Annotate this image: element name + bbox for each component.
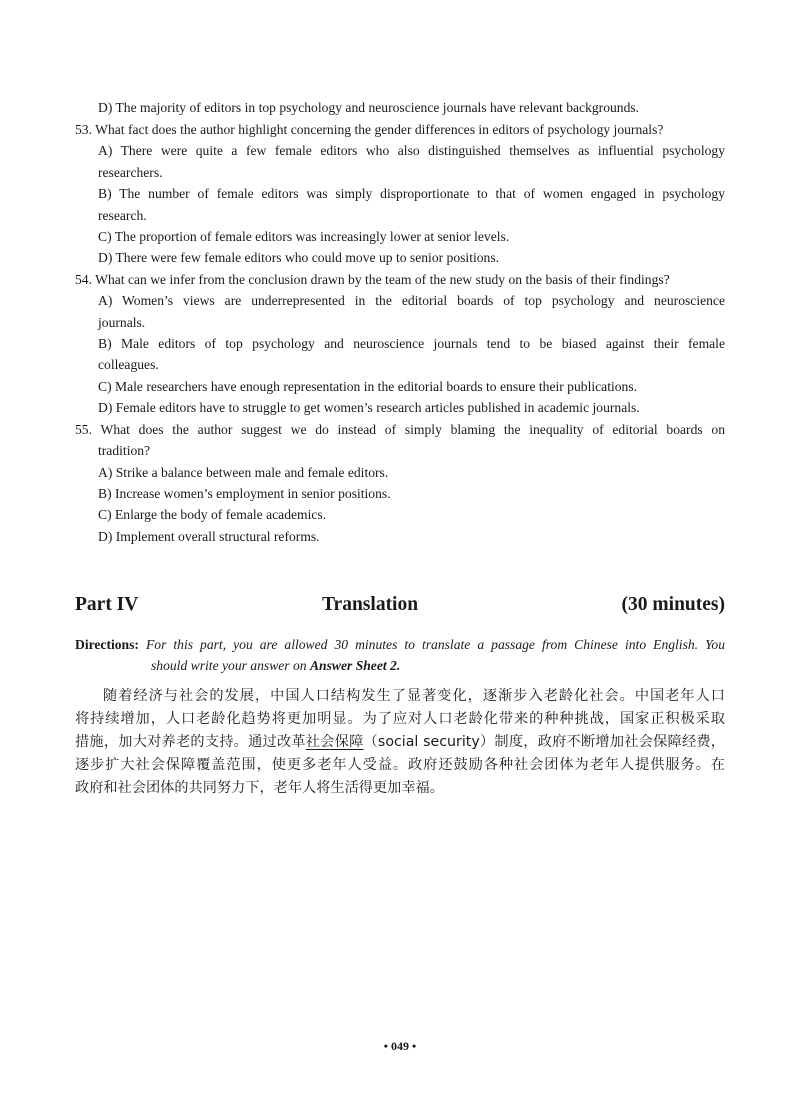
answer-sheet-ref: Answer Sheet 2: [309, 658, 397, 673]
q53-option-d: D) There were few female editors who could move up to senior positions.: [98, 250, 500, 265]
directions-period: .: [396, 658, 401, 673]
q53-option-c: C) The proportion of female editors was increasingly lower at senior levels.: [98, 229, 510, 244]
q53-option-a-cont: researchers.: [98, 165, 163, 180]
passage-line-3c: （social security）制度，政府不断增加社会保障经费，: [363, 734, 725, 750]
passage-line-2: 将持续增加，人口老龄化趋势将更加明显。为了应对人口老龄化带来的种种挑战，国家正积极采取: [75, 711, 725, 727]
directions-text-2: should write your answer on: [151, 658, 310, 673]
q55-option-d: D) Implement overall structural reforms.: [98, 529, 320, 544]
passage-line-4: 逐步扩大社会保障覆盖范围，使更多老年人受益。政府还鼓励各种社会团体为老年人提供服务。在: [75, 757, 725, 773]
q54-option-b-cont: colleagues.: [98, 357, 159, 372]
q53-option-a: A) There were quite a few female editors who also distinguished themselves as influential psychology: [98, 143, 725, 158]
q53-stem: 53. What fact does the author highlight concerning the gender differences in editors of psychology journals?: [75, 122, 664, 137]
page-number: • 049 •: [383, 1039, 417, 1053]
q54-stem: 54. What can we infer from the conclusion drawn by the team of the new study on the basis of their findings?: [75, 272, 670, 287]
part-name: Translation: [322, 594, 419, 615]
directions-line-2: [151, 655, 400, 676]
part-time: (30 minutes): [621, 594, 725, 615]
passage-line-3a: 措施，加大对养老的支持。通过改革: [75, 734, 306, 750]
passage-term-social-security: 社会保障: [305, 734, 364, 750]
q55-stem: 55. What does the author suggest we do instead of simply blaming the inequality of editorial boards on: [75, 422, 725, 437]
q53-option-b: B) The number of female editors was simply disproportionate to that of women engaged in psychology: [98, 186, 725, 201]
directions-label: Directions:: [75, 637, 139, 652]
q55-stem-cont: tradition?: [98, 443, 151, 458]
q54-option-a: A) Women’s views are underrepresented in the editorial boards of top psychology and neuroscience: [98, 293, 725, 308]
passage-line-5: 政府和社会团体的共同努力下，老年人将生活得更加幸福。: [75, 780, 444, 796]
passage-line-3: [75, 731, 725, 755]
q54-option-d: D) Female editors have to struggle to get women’s research articles published in academic journals.: [98, 400, 640, 415]
part-header: [75, 594, 725, 622]
q55-option-a: A) Strike a balance between male and female editors.: [98, 465, 389, 480]
directions-line-1: [75, 634, 725, 655]
directions-text-1: For this part, you are allowed 30 minutes to translate a passage from Chinese into English. You: [145, 637, 725, 652]
q53-option-b-cont: research.: [98, 208, 147, 223]
q55-option-c: C) Enlarge the body of female academics.: [98, 507, 327, 522]
q54-option-c: C) Male researchers have enough representation in the editorial boards to ensure their publications.: [98, 379, 638, 394]
passage-line-1: 随着经济与社会的发展，中国人口结构发生了显著变化，逐渐步入老龄化社会。中国老年人口: [103, 688, 725, 704]
q54-option-a-cont: journals.: [98, 315, 146, 330]
q55-option-b: B) Increase women’s employment in senior positions.: [98, 486, 391, 501]
q52-option-d: D) The majority of editors in top psychology and neuroscience journals have relevant backgrounds.: [98, 100, 640, 115]
q54-option-b: B) Male editors of top psychology and neuroscience journals tend to be biased against their female: [98, 336, 725, 351]
part-number: Part IV: [75, 594, 139, 615]
